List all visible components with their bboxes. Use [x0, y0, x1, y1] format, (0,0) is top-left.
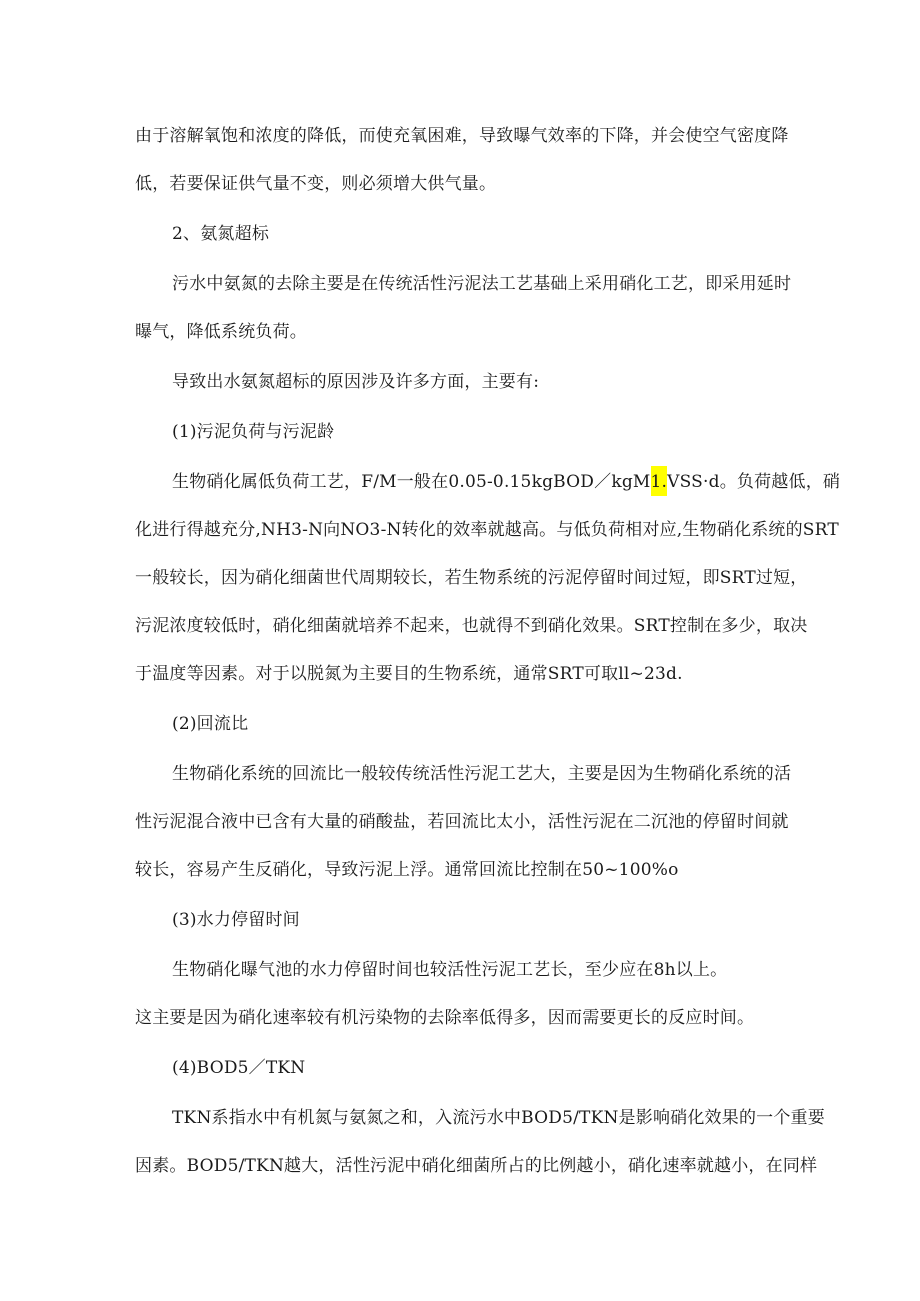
- text-run: VSS·d。负荷越低，硝: [667, 472, 841, 492]
- subheading: (1)污泥负荷与污泥龄: [172, 422, 335, 442]
- text-run: 生物硝化属低负荷工艺，F/M一般在0.05-0.15kgBOD／kgM: [172, 472, 651, 492]
- section-heading: 2、氨氮超标: [172, 224, 270, 244]
- paragraph-line: TKN系指水中有机氮与氨氮之和，入流污水中BOD5/TKN是影响硝化效果的一个重要: [172, 1108, 825, 1128]
- paragraph-line: 因素。BOD5/TKN越大，活性污泥中硝化细菌所占的比例越小，硝化速率就越小，在同样: [135, 1156, 818, 1176]
- paragraph-line: 这主要是因为硝化速率较有机污染物的去除率低得多，因而需要更长的反应时间。: [135, 1008, 755, 1028]
- subheading: (4)BOD5／TKN: [172, 1058, 306, 1078]
- paragraph-line: 较长，容易产生反硝化，导致污泥上浮。通常回流比控制在50~100%o: [135, 860, 679, 880]
- highlighted-text: 1.: [651, 466, 668, 496]
- paragraph-line: 生物硝化曝气池的水力停留时间也较活性污泥工艺长，至少应在8h以上。: [172, 960, 728, 980]
- paragraph-line: 导致出水氨氮超标的原因涉及许多方面，主要有:: [172, 372, 540, 392]
- paragraph-line: 污水中氨氮的去除主要是在传统活性污泥法工艺基础上采用硝化工艺，即采用延时: [172, 274, 792, 294]
- paragraph-line: 生物硝化系统的回流比一般较传统活性污泥工艺大，主要是因为生物硝化系统的活: [172, 764, 792, 784]
- paragraph-line: 污泥浓度较低时，硝化细菌就培养不起来，也就得不到硝化效果。SRT控制在多少，取决: [135, 616, 808, 636]
- paragraph-line: 于温度等因素。对于以脱氮为主要目的生物系统，通常SRT可取ll~23d.: [135, 664, 683, 684]
- subheading: (2)回流比: [172, 714, 249, 734]
- paragraph-line: 性污泥混合液中已含有大量的硝酸盐，若回流比太小，活性污泥在二沉池的停留时间就: [135, 812, 789, 832]
- subheading: (3)水力停留时间: [172, 910, 300, 930]
- paragraph-line: [172, 470, 840, 494]
- paragraph-line: 化进行得越充分,NH3-N向NO3-N转化的效率就越高。与低负荷相对应,生物硝化系统的SRT: [135, 520, 839, 540]
- paragraph-line: 曝气，降低系统负荷。: [135, 322, 307, 342]
- paragraph-line: 由于溶解氧饱和浓度的降低，而使充氧困难，导致曝气效率的下降，并会使空气密度降: [135, 126, 789, 146]
- paragraph-line: 一般较长，因为硝化细菌世代周期较长，若生物系统的污泥停留时间过短，即SRT过短，: [135, 568, 808, 588]
- paragraph-line: 低，若要保证供气量不变，则必须增大供气量。: [135, 174, 497, 194]
